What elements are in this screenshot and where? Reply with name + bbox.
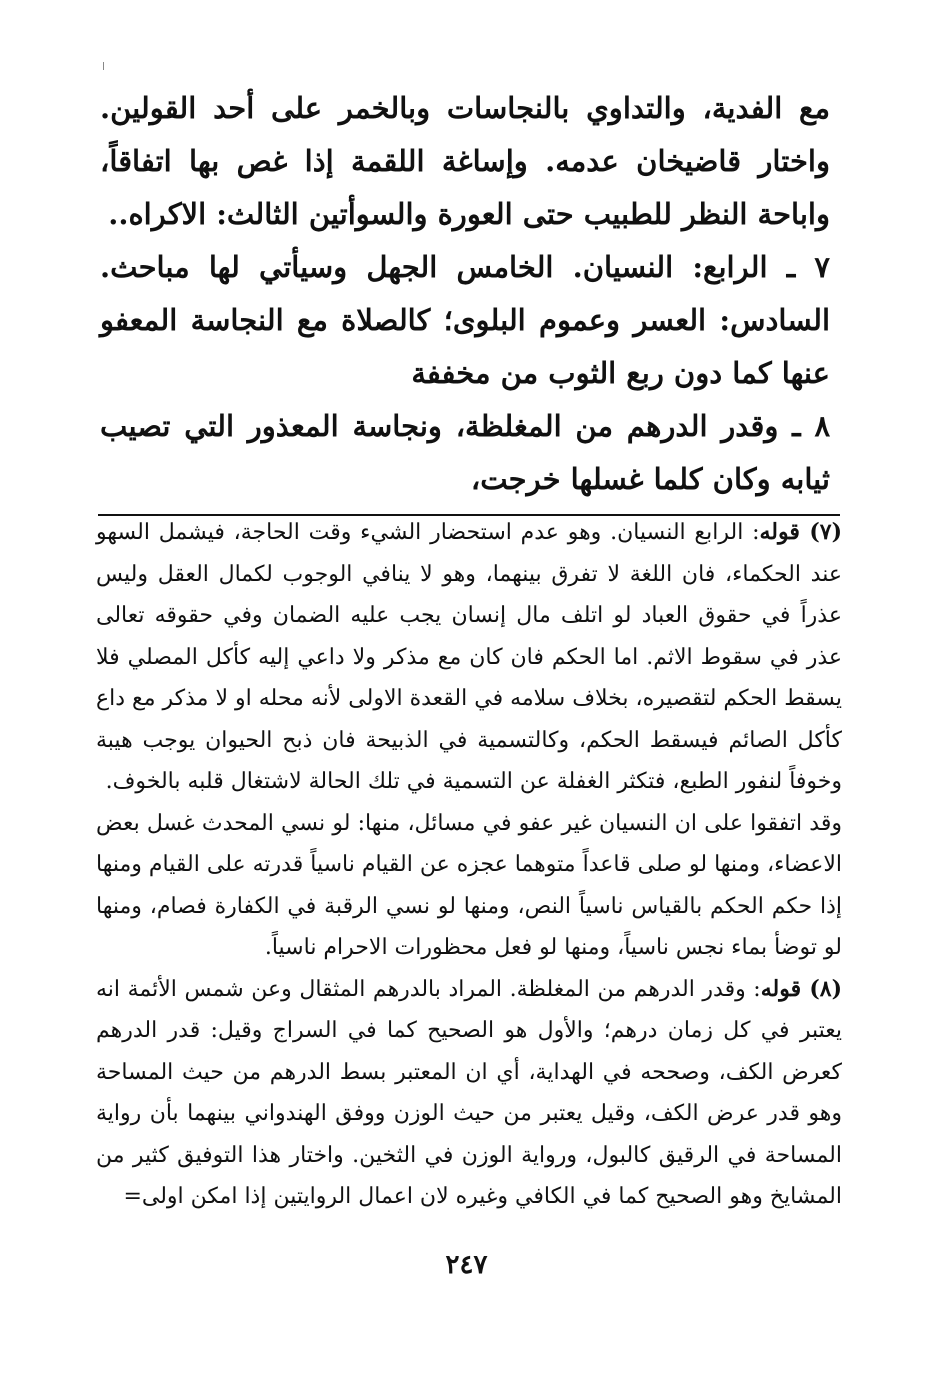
footnote-8-ref: (٨) قوله [760, 975, 843, 1002]
margin-mark [103, 62, 104, 70]
footnotes [96, 512, 842, 1218]
main-item-7 [100, 241, 830, 400]
main-item-8 [100, 400, 830, 506]
main-paragraph-1: مع الفدية، والتداوي بالنجاسات وبالخمر على أحد القولين. واختار قاضيخان عدمه. وإساغة اللقمة إذا غص بها اتفاقاً، واباحة النظر للطبيب حتى العورة والسوأتين الثالث: الاكراه.. [100, 91, 830, 231]
item-7-text: الرابع: النسيان. الخامس الجهل وسيأتي لها مباحث. السادس: العسر وعموم البلوى؛ كالصلاة مع النجاسة المعفو عنها كما دون ربع الثوب من مخففة [100, 250, 830, 390]
item-7-number: ٧ ـ [786, 250, 830, 284]
footnote-8-text: : وقدر الدرهم من المغلظة. المراد بالدرهم المثقال وعن شمس الأئمة انه يعتبر في كل زمان درهم؛ والأول هو الصحيح كما في السراج وقيل: قدر الدرهم كعرض الكف، وصححه في الهداية، أي ان المعتبر بسط الدرهم من حيث المساحة وهو قدر عرض الكف، وقيل يعتبر من حيث الوزن ووفق الهندواني بينهما بأن رواية المساحة في الرقيق كالبول، ورواية الوزن في الثخين. واختار هذا التوفيق كثير من المشايخ وهو الصحيح كما في الكافي وغيره لان اعمال الروايتين إذا امكن اولى= [96, 976, 842, 1209]
item-8-number: ٨ ـ [792, 409, 831, 443]
footnote-7 [96, 512, 842, 803]
main-text [100, 82, 830, 506]
page-number: ٢٤٧ [445, 1250, 488, 1280]
footnote-7-text: : الرابع النسيان. وهو عدم استحضار الشيء وقت الحاجة، فيشمل السهو عند الحكماء، فان اللغة لا تفرق بينهما، وهو لا ينافي الوجوب لكمال العقل وليس عذراً في حقوق العباد لو اتلف مال إنسان يجب عليه الضمان وفي حقوقه تعالى عذر في سقوط الاثم. اما الحكم فان كان مع مذكر ولا داعي إليه كأكل المصلي فلا يسقط الحكم لتقصيره، بخلاف سلامه في القعدة الاولى لأنه محله او لا مذكر مع داع كأكل الصائم فيسقط الحكم، وكالتسمية في الذبيحة فان ذبح الحيوان يوجب هيبة وخوفاً لنفور الطبع، فتكثر الغفلة عن التسمية في تلك الحالة لاشتغال قلبه بالخوف. [96, 520, 842, 794]
footnote-7-ref: (٧) قوله [759, 519, 842, 545]
item-8-text: وقدر الدرهم من المغلظة، ونجاسة المعذور التي تصيب ثيابه وكان كلما غسلها خرجت، [100, 409, 830, 496]
footnote-8 [96, 969, 842, 1218]
footnote-7-continued: وقد اتفقوا على ان النسيان غير عفو في مسائل، منها: لو نسي المحدث غسل بعض الاعضاء، ومنها لو صلى قاعداً متوهما عجزه عن القيام ناسياً قدرته على القيام ومنها إذا حكم الحكم بالقياس ناسياً النص، ومنها لو نسي الرقبة في الكفارة فصام، ومنها لو توضأ بماء نجس ناسياً، ومنها لو فعل محظورات الاحرام ناسياً. [96, 810, 842, 960]
